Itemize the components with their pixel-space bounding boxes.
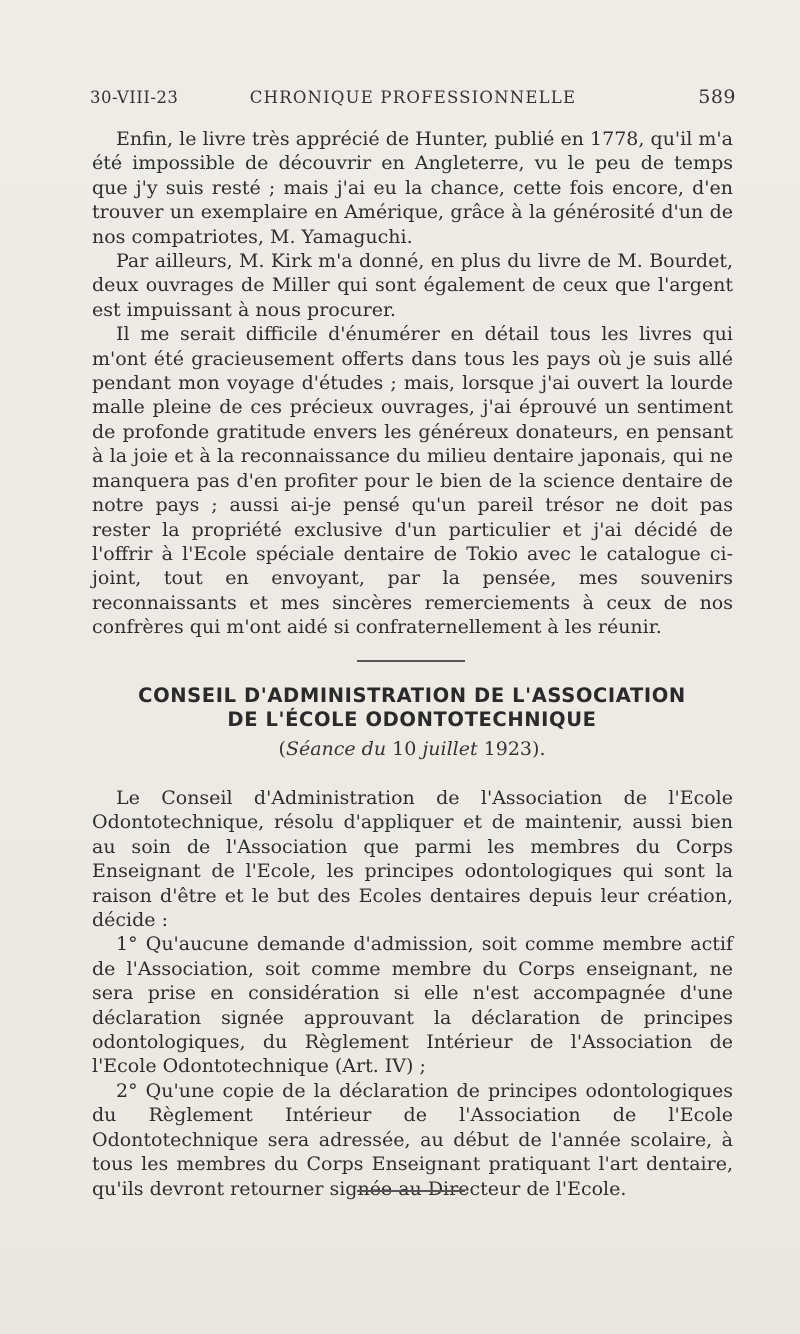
end-divider <box>357 1190 465 1192</box>
session-date <box>80 738 744 760</box>
issue-date: 30-VIII-23 <box>90 88 179 107</box>
session-month: juillet <box>422 738 478 760</box>
section-divider <box>357 660 465 662</box>
council-decision <box>92 786 733 1201</box>
section-heading-line-2: DE L'ÉCOLE ODONTOTECHNIQUE <box>227 708 597 731</box>
session-label: Séance du <box>285 738 387 760</box>
running-head <box>90 88 736 112</box>
session-open-paren: ( <box>278 738 286 760</box>
paragraph: 1° Qu'aucune demande d'admission, soit comme membre actif de l'Association, soit comme membre du Corps enseignant, ne sera prise en considération si elle n'est accompagnée d'une déclaration signée approuvant la déclaration de principes odontologiques, du Règlement Intérieur de l'Association de l'Ecole Odontotechnique (Art. IV) ; <box>92 933 733 1078</box>
article-continuation <box>92 127 733 640</box>
page-number: 589 <box>698 86 736 108</box>
section-title: CHRONIQUE PROFESSIONNELLE <box>249 88 577 107</box>
section-heading-line-1: CONSEIL D'ADMINISTRATION DE L'ASSOCIATION <box>138 684 686 707</box>
paragraph: Le Conseil d'Administration de l'Association de l'Ecole Odontotechnique, résolu d'appliquer et de maintenir, aussi bien au soin de l'Association que parmi les membres du Corps Enseignant de l'Ecole, les principes odontologiques qui sont la raison d'être et le but des Ecoles dentaires depuis leur création, décide : <box>92 787 733 932</box>
paragraph: Par ailleurs, M. Kirk m'a donné, en plus du livre de M. Bourdet, deux ouvrages de Miller qui sont également de ceux que l'argent est impuissant à nous procurer. <box>92 250 733 321</box>
paragraph: 2° Qu'une copie de la déclaration de principes odontologiques du Règlement Intérieur de l'Association de l'Ecole Odontotechnique sera adressée, au début de l'année scolaire, à tous les membres du Corps Enseignant pratiquant l'art dentaire, qu'ils devront retourner signée au Directeur de l'Ecole. <box>92 1079 733 1200</box>
paragraph: Enfin, le livre très apprécié de Hunter, publié en 1778, qu'il m'a été impossible de découvrir en Angleterre, vu le peu de temps que j'y suis resté ; mais j'ai eu la chance, cette fois encore, d'en trouver un exemplaire en Amérique, grâce à la générosité d'un de nos compatriotes, M. Yamaguchi. <box>92 128 733 248</box>
session-day: 10 <box>392 738 417 760</box>
session-year: 1923). <box>483 738 546 760</box>
paragraph: Il me serait difficile d'énumérer en détail tous les livres qui m'ont été gracieusement offerts dans tous les pays où je suis allé pendant mon voyage d'études ; mais, lorsque j'ai ouvert la lourde malle pleine de ces précieux ouvrages, j'ai éprouvé un sentiment de profonde gratitude envers les généreux donateurs, en pensant à la joie et à la reconnaissance du milieu dentaire japonais, qui ne manquera pas d'en profiter pour le bien de la science dentaire de notre pays ; aussi ai-je pensé qu'un pareil trésor ne doit pas rester la propriété exclusive d'un particulier et j'ai décidé de l'offrir à l'Ecole spéciale dentaire de Tokio avec le catalogue ci-joint, tout en envoyant, par la pensée, mes souvenirs reconnaissants et mes sincères remerciements à ceux de nos confrères qui m'ont aidé si confraternellement à les réunir. <box>92 323 733 639</box>
